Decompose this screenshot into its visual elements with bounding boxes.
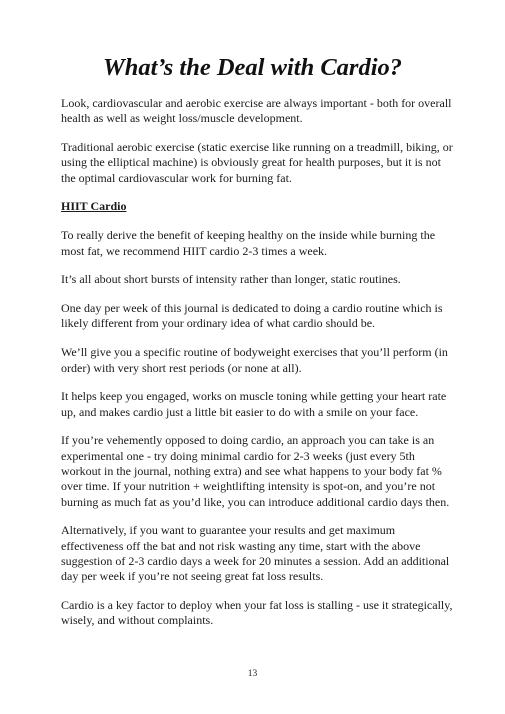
hiit-paragraph-5: It helps keep you engaged, works on muscle toning while getting your heart rate up, and makes cardio just a little bit easier to do with a smile on your face. (61, 389, 447, 419)
intro-paragraph-1: Look, cardiovascular and aerobic exercise are always important - both for overall health as well as weight loss/muscle development. (61, 96, 452, 126)
body-text (61, 96, 453, 642)
hiit-paragraph-4: We’ll give you a specific routine of bodyweight exercises that you’ll perform (in order) with very short rest periods (or none at all). (61, 345, 448, 375)
page-title: What’s the Deal with Cardio? (102, 54, 403, 81)
hiit-paragraph-1: To really derive the benefit of keeping healthy on the inside while burning the most fat, we recommend HIIT cardio 2-3 times a week. (61, 228, 436, 258)
hiit-paragraph-7: Alternatively, if you want to guarantee your results and get maximum effectiveness off the bat and not risk wasting any time, start with the above suggestion of 2-3 cardio days a week for 20 minutes a session. Add an additional day per week if you’re not seeing great fat loss results. (61, 523, 450, 584)
page-number: 13 (247, 669, 258, 679)
hiit-paragraph-3: One day per week of this journal is dedicated to doing a cardio routine which is likely different from your ordinary idea of what cardio should be. (61, 301, 443, 331)
hiit-paragraph-8: Cardio is a key factor to deploy when your fat loss is stalling - use it strategically, wisely, and without complaints. (61, 598, 453, 628)
hiit-cardio-heading: HIIT Cardio (61, 199, 127, 214)
intro-paragraph-2: Traditional aerobic exercise (static exercise like running on a treadmill, biking, or using the elliptical machine) is obviously great for health purposes, but it is not the optimal cardiovascular work for burning fat. (61, 140, 453, 185)
hiit-paragraph-2: It’s all about short bursts of intensity rather than longer, static routines. (61, 272, 401, 287)
hiit-paragraph-6: If you’re vehemently opposed to doing cardio, an approach you can take is an experimental one - try doing minimal cardio for 2-3 weeks (just every 5th workout in the journal, nothing extra) and see what happens to your body fat % over time. If your nutrition + weightlifting intensity is spot-on, and you’re not burning as much fat as you’d like, you can introduce additional cardio days then. (61, 433, 450, 509)
